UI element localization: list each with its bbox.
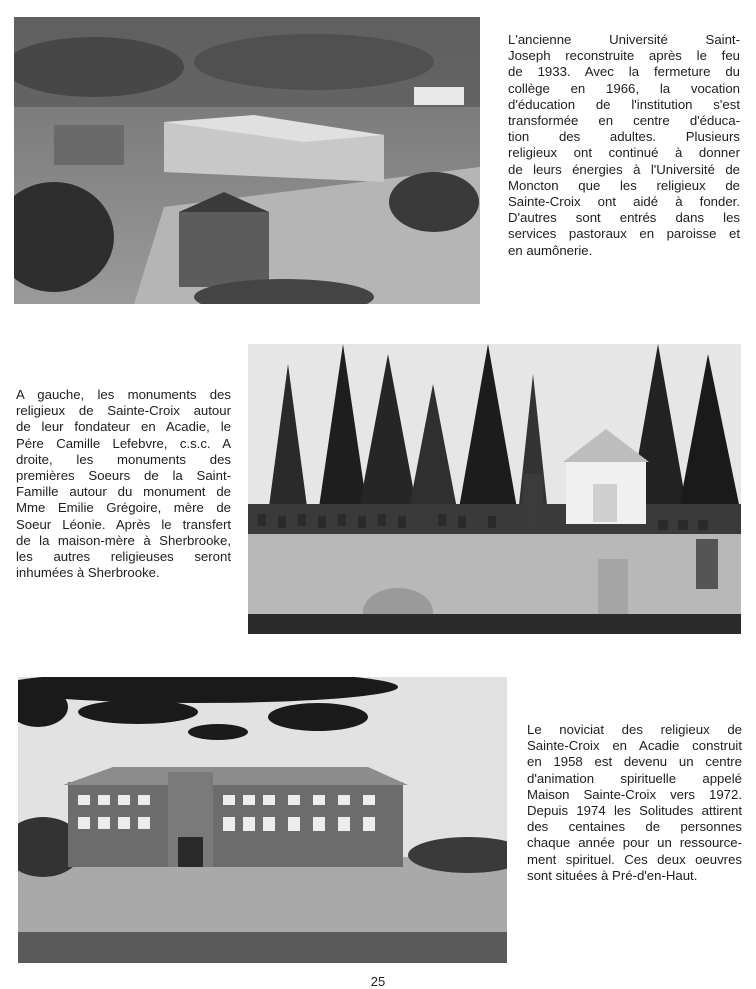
caption-line: de leurs énergies à l'Université de xyxy=(508,161,740,177)
caption-line: d'éducation de l'institution s'est xyxy=(508,96,740,112)
caption-line: Joseph reconstruite après le feu xyxy=(508,48,740,64)
caption-line: A gauche, les monuments des xyxy=(16,387,231,402)
caption-line: religieux ont continué à donner xyxy=(508,145,740,161)
caption-line: Famille autour du monument de xyxy=(16,484,231,500)
caption-line: L'ancienne Université Saint- xyxy=(508,32,740,47)
caption-line: de leur fondateur en Acadie, le xyxy=(16,419,231,435)
caption-line: sont situées à Pré-d'en-Haut. xyxy=(527,867,698,883)
caption-line: droite, les monuments des xyxy=(16,451,231,467)
caption-cemetery xyxy=(16,387,231,581)
caption-line: les autres religieuses seront xyxy=(16,549,231,565)
caption-line: collège en 1966, la vocation xyxy=(508,80,740,96)
caption-line: inhumées à Sherbrooke. xyxy=(16,565,160,581)
photo-university-aerial xyxy=(14,17,480,304)
caption-novitiate xyxy=(527,722,742,884)
caption-line: tion des adultes. Plusieurs xyxy=(508,129,740,145)
caption-line: D'autres sont entrés dans les xyxy=(508,210,740,226)
photo-novitiate xyxy=(18,677,507,963)
caption-line: transformée en centre d'éduca- xyxy=(508,113,740,129)
caption-line: religieux de Sainte-Croix autour xyxy=(16,403,231,419)
photo-cemetery xyxy=(248,344,741,634)
caption-university xyxy=(508,32,740,259)
caption-line: de la maison-mère à Sherbrooke, xyxy=(16,532,231,548)
caption-line: Depuis 1974 les Solitudes attirent xyxy=(527,803,742,819)
university-aerial-image xyxy=(14,17,480,304)
caption-line: d'animation spirituelle appelé xyxy=(527,770,742,786)
caption-line: en 1958 est devenu un centre xyxy=(527,754,742,770)
caption-line: Le noviciat des religieux de xyxy=(527,722,742,737)
novitiate-image xyxy=(18,677,507,963)
caption-line: Moncton que les religieux de xyxy=(508,177,740,193)
cemetery-image xyxy=(248,344,741,634)
page-number: 25 xyxy=(370,974,386,989)
caption-line: Sainte-Croix ont aidé à fonder. xyxy=(508,194,740,210)
caption-line: Soeur Léonie. Après le transfert xyxy=(16,516,231,532)
caption-line: services pastoraux en paroisse et xyxy=(508,226,740,242)
caption-line: premières Soeurs de la Saint- xyxy=(16,468,231,484)
caption-line: Sainte-Croix en Acadie construit xyxy=(527,738,742,754)
caption-line: Maison Sainte-Croix vers 1972. xyxy=(527,786,742,802)
caption-line: chaque année pour un ressource- xyxy=(527,835,742,851)
caption-line: ment spirituel. Ces deux oeuvres xyxy=(527,851,742,867)
caption-line: Pére Camille Lefebvre, c.s.c. A xyxy=(16,435,231,451)
caption-line: de 1933. Avec la fermeture du xyxy=(508,64,740,80)
caption-line: en aumônerie. xyxy=(508,242,593,258)
caption-line: des centaines de personnes xyxy=(527,819,742,835)
caption-line: Mme Emilie Grégoire, mère de xyxy=(16,500,231,516)
